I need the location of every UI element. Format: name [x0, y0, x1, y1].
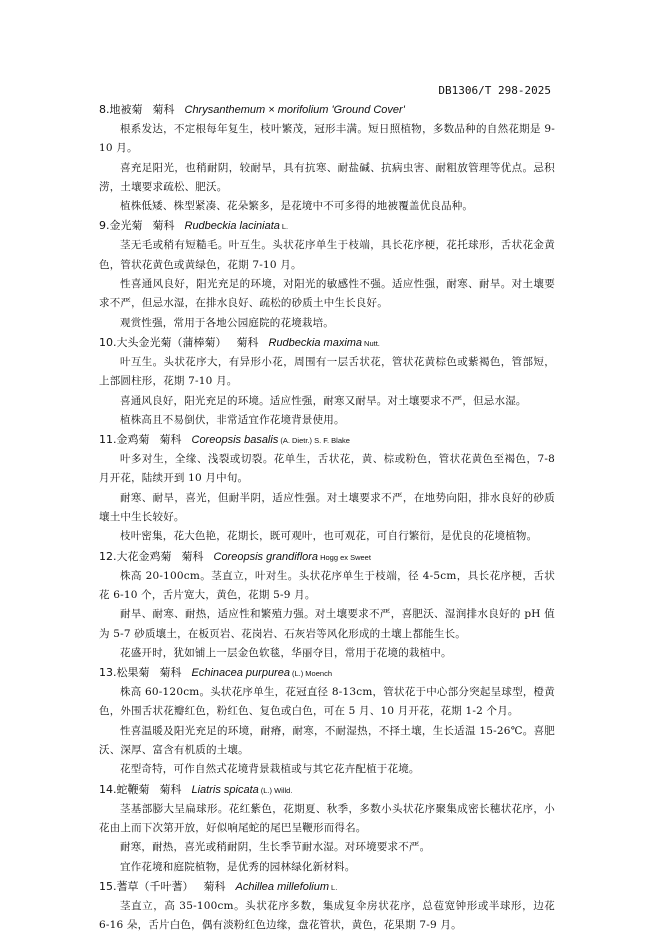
- plant-entry: [99, 216, 555, 332]
- family-name: 菊科: [181, 549, 204, 563]
- entry-paragraph: 耐旱、耐寒、耐热，适应性和繁殖力强。对土壤要求不严，喜肥沃、湿润排水良好的 pH 值为 5-7 砂质壤土，在板页岩、花岗岩、石灰岩等风化形成的土壤上都能生长。: [99, 608, 555, 640]
- plant-entry: [99, 100, 555, 216]
- chinese-name: 大花金鸡菊: [116, 549, 172, 563]
- author-citation: (L.) Willd.: [260, 785, 293, 795]
- entry-paragraph: 花盛开时，犹如铺上一层金色软毯，华丽夺目，常用于花境的栽植中。: [120, 646, 452, 659]
- entry-number: 10.: [99, 335, 117, 349]
- chinese-name: 蛇鞭菊: [116, 782, 150, 796]
- entry-number: 9.: [99, 219, 110, 233]
- entry-paragraph: 株高 60-120cm。头状花序单生，花冠直径 8-13cm，管状花于中心部分突起呈球型，橙黄色，外围舌状花瓣红色，粉红色、复色或白色，可在 5 月、10 月开花，花期 1-2 个月。: [99, 686, 555, 718]
- entry-paragraph: 茎无毛或稍有短糙毛。叶互生。头状花序单生于枝端，具长花序梗，花托球形，舌状花金黄色，管状花黄色或黄绿色，花期 7-10 月。: [99, 239, 555, 271]
- entry-paragraph: 植株高且不易倒伏，非常适宜作花境背景使用。: [120, 413, 345, 426]
- entry-paragraph: 枝叶密集，花大色艳，花期长，既可观叶，也可观花，可自行繁衍，是优良的花境植物。: [120, 530, 538, 543]
- family-name: 菊科: [152, 103, 175, 116]
- document-code: DB1306/T 298-2025: [438, 84, 551, 97]
- plant-entry-title: [99, 780, 555, 800]
- entry-number: 13.: [99, 666, 117, 680]
- plant-entry-title: [99, 547, 555, 567]
- latin-name: Liatris spicata: [191, 783, 259, 796]
- chinese-name: 地被菊: [109, 103, 143, 116]
- plant-entry-title: [99, 663, 555, 683]
- family-name: 菊科: [236, 335, 259, 349]
- chinese-name: 金光菊: [109, 219, 143, 233]
- entry-paragraph: 茎基部膨大呈扁球形。花红紫色，花期夏、秋季，多数小头状花序聚集成密长穗状花序，小花由上而下次第开放，好似响尾蛇的尾巴呈鞭形而得名。: [99, 802, 555, 834]
- family-name: 菊科: [152, 219, 175, 233]
- latin-name: Chrysanthemum × morifolium 'Ground Cover': [184, 104, 405, 116]
- family-name: 菊科: [159, 666, 182, 680]
- latin-name: Coreopsis grandiflora: [213, 550, 319, 563]
- entry-paragraph: 性喜通风良好，阳光充足的环境，对阳光的敏感性不强。适应性强，耐寒、耐旱。对土壤要求不严，但忌水湿，在排水良好、疏松的砂质土中生长良好。: [99, 278, 555, 310]
- plant-entry-title: [99, 333, 555, 353]
- latin-name: Achillea millefolium: [235, 880, 330, 893]
- entry-number: 8.: [99, 103, 110, 116]
- entry-paragraph: 宜作花境和庭院植物，是优秀的园林绿化新材料。: [120, 860, 356, 873]
- entry-paragraph: 观赏性强，常用于各地公园庭院的花境栽培。: [120, 316, 334, 329]
- author-citation: (L.) Moench: [291, 669, 332, 679]
- entry-paragraph: 耐寒、耐旱，喜光，但耐半阴，适应性强。对土壤要求不严，在地势向阳，排水良好的砂质壤土中生长较好。: [99, 491, 555, 524]
- plant-entry-title: [99, 877, 555, 897]
- latin-name: Rudbeckia maxima: [268, 336, 363, 349]
- document-body: [99, 100, 555, 935]
- family-name: 菊科: [203, 879, 226, 893]
- chinese-name: 蓍草（千叶蓍）: [116, 879, 194, 893]
- plant-entry-title: [99, 216, 555, 236]
- entry-paragraph: 喜充足阳光，也稍耐阴，较耐旱，具有抗寒、耐盐碱、抗病虫害、耐粗放管理等优点。忌积涝，土壤要求疏松、肥沃。: [99, 161, 555, 193]
- entry-paragraph: 茎直立，高 35-100cm。头状花序多数，集成复伞房状花序，总苞宽钟形或半球形，边花 6-16 朵，舌片白色，偶有淡粉红色边缘，盘花管状，黄色，花果期 7-9 月。: [99, 899, 555, 932]
- chinese-name: 大头金光菊（蒲棒菊）: [116, 335, 227, 349]
- entry-number: 11.: [99, 433, 117, 447]
- plant-entry: [99, 780, 555, 877]
- entry-paragraph: 性喜温暖及阳光充足的环境，耐瘠，耐寒，不耐湿热，不择土壤，生长适温 15-26℃。喜肥沃、深厚、富含有机质的土壤。: [99, 724, 555, 757]
- entry-number: 14.: [99, 782, 117, 796]
- entry-paragraph: 植株低矮、株型紧凑、花朵繁多，是花境中不可多得的地被覆盖优良品种。: [120, 200, 474, 213]
- author-citation: L.: [281, 222, 289, 232]
- entry-number: 12.: [99, 549, 117, 563]
- plant-entry: [99, 663, 555, 779]
- plant-entry: [99, 547, 555, 663]
- family-name: 菊科: [159, 433, 182, 447]
- entry-paragraph: 叶多对生，全缘、浅裂或切裂。花单生，舌状花，黄、棕或粉色，管状花黄色至褐色，7-8 月开花，陆续开到 10 月中旬。: [99, 453, 555, 485]
- author-citation: Hogg ex Sweet: [320, 552, 371, 562]
- latin-name: Coreopsis basalis: [191, 434, 279, 447]
- plant-entry-title: [99, 100, 555, 120]
- entry-paragraph: 耐寒，耐热，喜光或稍耐阴，生长季节耐水湿。对环境要求不严。: [120, 841, 431, 854]
- entry-paragraph: 根系发达，不定根每年复生，枝叶繁茂，冠形丰满。短日照植物，多数品种的自然花期是 9-10 月。: [99, 123, 555, 155]
- latin-name: Echinacea purpurea: [191, 667, 290, 680]
- plant-entry: [99, 430, 555, 546]
- entry-paragraph: 叶互生。头状花序大，有异形小花，周围有一层舌状花，管状花黄棕色或紫褐色，管部短，上部圆柱形，花期 7-10 月。: [99, 355, 555, 388]
- author-citation: L.: [331, 882, 338, 892]
- chinese-name: 松果菊: [116, 666, 150, 680]
- latin-name: Rudbeckia laciniata: [184, 220, 280, 233]
- entry-paragraph: 花型奇特，可作自然式花境背景栽植或与其它花卉配植于花境。: [120, 763, 420, 776]
- plant-entry: [99, 333, 555, 430]
- plant-entry: [99, 877, 555, 936]
- chinese-name: 金鸡菊: [116, 433, 150, 447]
- entry-number: 15.: [99, 879, 117, 893]
- family-name: 菊科: [159, 782, 182, 796]
- author-citation: Nutt.: [364, 338, 380, 348]
- author-citation: (A. Dietr.) S. F. Blake: [280, 436, 350, 446]
- plant-entry-title: [99, 430, 555, 450]
- entry-paragraph: 株高 20-100cm。茎直立，叶对生。头状花序单生于枝端，径 4-5cm，具长花序梗，舌状花 6-10 个，舌片宽大，黄色，花期 5-9 月。: [99, 569, 555, 601]
- entry-paragraph: 喜通风良好，阳光充足的环境。适应性强，耐寒又耐旱。对土壤要求不严，但忌水湿。: [120, 394, 527, 407]
